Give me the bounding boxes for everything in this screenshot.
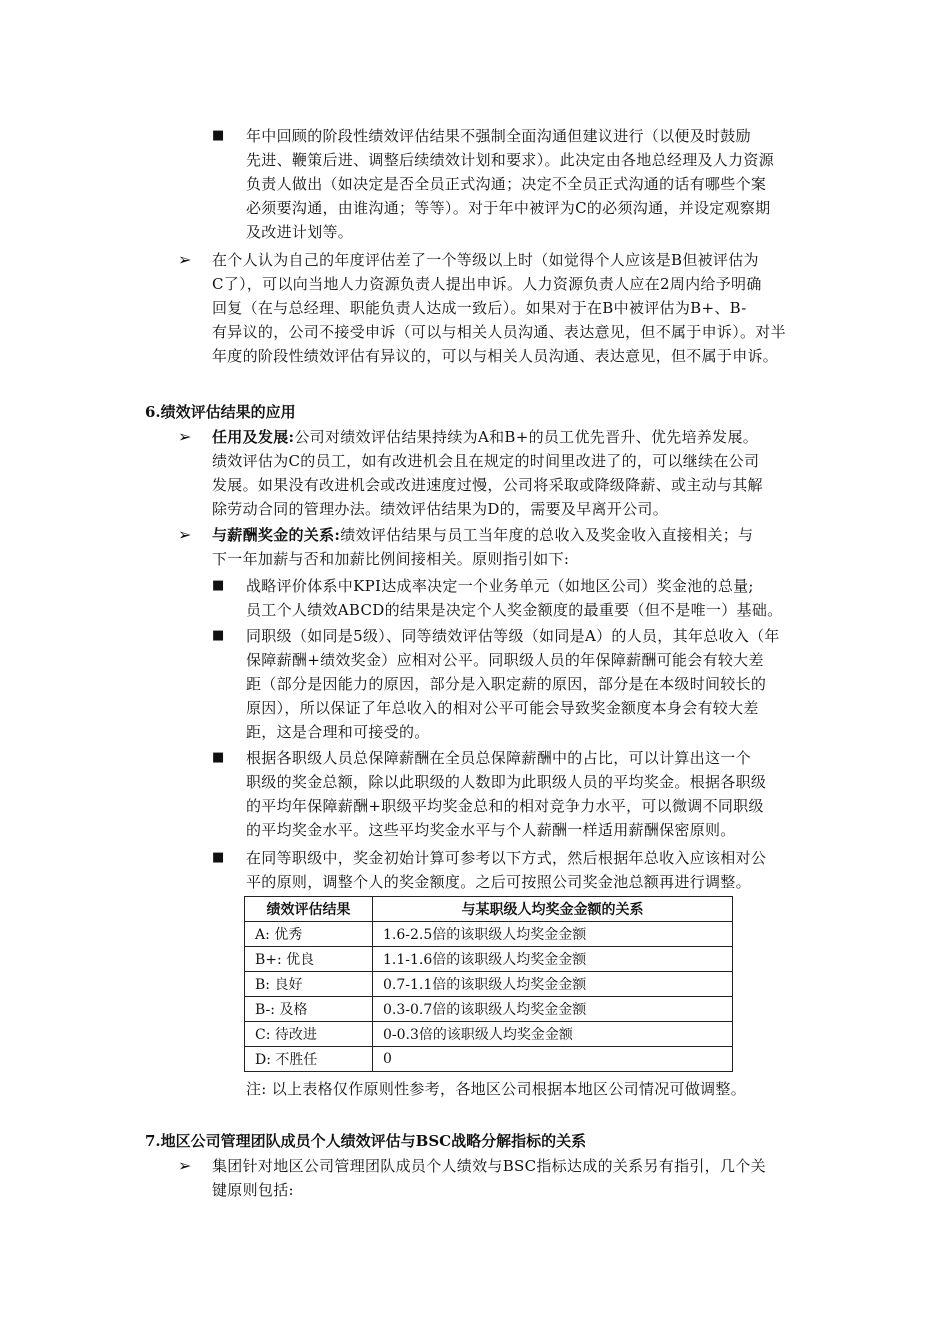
section-heading: 6.绩效评估结果的应用 [145, 403, 296, 421]
table-header-row [245, 897, 733, 922]
text-line: 职级的奖金总额，除以此职级的人数即为此职级人员的平均奖金。根据各职级 [246, 773, 767, 791]
text-line: 绩效评估为C的员工，如有改进机会且在规定的时间里改进了的，可以继续在公司 [212, 452, 760, 470]
table-row [245, 1022, 733, 1047]
arrow-bullet-icon: ➢ [178, 1156, 192, 1175]
text-line: 平的原则，调整个人的奖金额度。之后可按照公司奖金池总额再进行调整。 [246, 873, 751, 891]
section-heading: 7.地区公司管理团队成员个人绩效评估与BSC战略分解指标的关系 [145, 1132, 587, 1150]
table-cell: 0-0.3倍的该职级人均奖金金额 [373, 1022, 733, 1047]
square-bullet-icon: ■ [212, 750, 225, 765]
table-header-cell: 与某职级人均奖金金额的关系 [373, 897, 733, 922]
text-line: 除劳动合同的管理办法。绩效评估结果为D的，需要及早离开公司。 [212, 500, 669, 518]
table-cell: 0.3-0.7倍的该职级人均奖金金额 [373, 997, 733, 1022]
table-row [245, 922, 733, 947]
text-line: 在个人认为自己的年度评估差了一个等级以上时（如觉得个人应该是B但被评估为 [212, 251, 759, 269]
table-row [245, 947, 733, 972]
text-line: 距（部分是因能力的原因，部分是入职定薪的原因，部分是在本级时间较长的 [246, 675, 767, 693]
text-line: 及改进计划等。 [246, 223, 354, 241]
text-line: 员工个人绩效ABCD的结果是决定个人奖金额度的最重要（但不是唯一）基础。 [246, 601, 783, 619]
text-line: 有异议的，公司不接受申诉（可以与相关人员沟通、表达意见，但不属于申诉）。对半 [212, 323, 786, 341]
arrow-bullet-icon: ➢ [178, 250, 192, 269]
text-line: 根据各职级人员总保障薪酬在全员总保障薪酬中的占比，可以计算出这一个 [246, 749, 751, 767]
text-line: 集团针对地区公司管理团队成员个人绩效与BSC指标达成的关系另有指引，几个关 [212, 1157, 766, 1175]
text-line: 回复（在与总经理、职能负责人达成一致后）。如果对于在B中被评估为B+、B- [212, 299, 747, 317]
text-line: 战略评价体系中KPI达成率决定一个业务单元（如地区公司）奖金池的总量; [246, 577, 754, 595]
table-header-cell: 绩效评估结果 [245, 897, 373, 922]
table-cell: B-: 及格 [245, 997, 373, 1022]
table-cell: D: 不胜任 [245, 1047, 373, 1072]
table-cell: 1.1-1.6倍的该职级人均奖金金额 [373, 947, 733, 972]
table-row [245, 997, 733, 1022]
square-bullet-icon: ■ [212, 628, 225, 643]
arrow-bullet-icon: ➢ [178, 427, 192, 446]
table-row [245, 1047, 733, 1072]
item-label: 任用及发展: [212, 428, 295, 446]
text-line: 距，这是合理和可接受的。 [246, 723, 430, 741]
table-note: 注: 以上表格仅作原则性参考，各地区公司根据本地区公司情况可做调整。 [246, 1080, 747, 1098]
text-line: 先进、鞭策后进、调整后续绩效计划和要求）。此决定由各地总经理及人力资源 [246, 151, 775, 169]
text-line: 在同等职级中，奖金初始计算可参考以下方式，然后根据年总收入应该相对公 [246, 849, 767, 867]
text-line: 保障薪酬+绩效奖金）应相对公平。同职级人员的年保障薪酬可能会有较大差 [246, 651, 764, 669]
square-bullet-icon: ■ [212, 578, 225, 593]
table-cell: C: 待改进 [245, 1022, 373, 1047]
text-line: 年中回顾的阶段性绩效评估结果不强制全面沟通但建议进行（以便及时鼓励 [246, 127, 751, 145]
text-line [212, 425, 758, 449]
table-cell: 1.6-2.5倍的该职级人均奖金金额 [373, 922, 733, 947]
text-line: 下一年加薪与否和加薪比例间接相关。原则指引如下: [212, 550, 570, 568]
table-row [245, 972, 733, 997]
item-label: 与薪酬奖金的关系: [212, 526, 341, 544]
text-line: 的平均奖金水平。这些平均奖金水平与个人薪酬一样适用薪酬保密原则。 [246, 821, 736, 839]
item-text: 公司对绩效评估结果持续为A和B+的员工优先晋升、优先培养发展。 [294, 428, 759, 446]
arrow-bullet-icon: ➢ [178, 525, 192, 544]
text-line: 同职级（如同是5级）、同等绩效评估等级（如同是A）的人员，其年总收入（年 [246, 627, 780, 645]
text-line: 的平均年保障薪酬+职级平均奖金总和的相对竞争力水平，可以微调不同职级 [246, 797, 764, 815]
table-cell: A: 优秀 [245, 922, 373, 947]
table-cell: 0 [373, 1047, 733, 1072]
text-line: C了），可以向当地人力资源负责人提出申诉。人力资源负责人应在2周内给予明确 [212, 275, 762, 293]
table-cell: 0.7-1.1倍的该职级人均奖金金额 [373, 972, 733, 997]
text-line: 年度的阶段性绩效评估有异议的，可以与相关人员沟通、表达意见，但不属于申诉。 [212, 347, 779, 365]
text-line: 负责人做出（如决定是否全员正式沟通；决定不全员正式沟通的话有哪些个案 [246, 175, 767, 193]
item-text: 绩效评估结果与员工当年度的总收入及奖金收入直接相关；与 [340, 526, 754, 544]
text-line: 键原则包括: [212, 1181, 294, 1199]
table-cell: B+: 优良 [245, 947, 373, 972]
table-cell: B: 良好 [245, 972, 373, 997]
text-line [212, 523, 753, 547]
square-bullet-icon: ■ [212, 128, 225, 143]
text-line: 发展。如果没有改进机会或改进速度过慢，公司将采取或降级降薪、或主动与其解 [212, 476, 763, 494]
text-line: 原因），所以保证了年总收入的相对公平可能会导致奖金额度本身会有较大差 [246, 699, 759, 717]
bonus-ratio-table [244, 896, 733, 1072]
text-line: 必须要沟通，由谁沟通；等等）。对于年中被评为C的必须沟通，并设定观察期 [246, 199, 771, 217]
square-bullet-icon: ■ [212, 850, 225, 865]
